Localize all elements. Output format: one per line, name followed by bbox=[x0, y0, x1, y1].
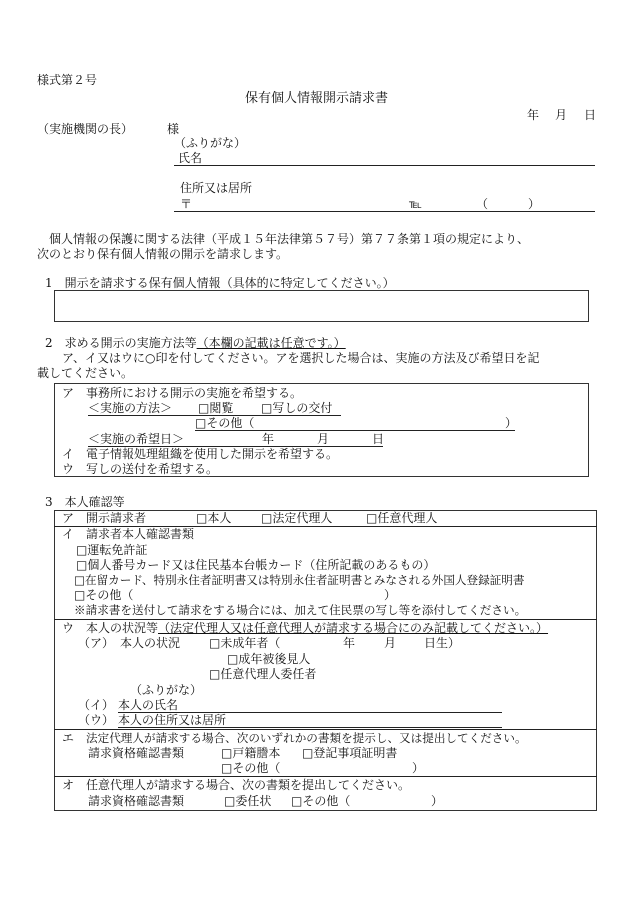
person-name-label[interactable]: 本人の氏名 bbox=[118, 698, 179, 712]
status-adult-ward-checkbox[interactable]: □成年被後見人 bbox=[227, 652, 311, 666]
requester-furigana-label: （ふりがな） bbox=[174, 136, 247, 150]
form-number: 様式第２号 bbox=[37, 73, 98, 87]
identity-row-divider-2 bbox=[54, 619, 597, 620]
pref-date-year: 年 bbox=[262, 432, 275, 446]
status-minor-checkbox[interactable]: □未成年者（ bbox=[209, 636, 281, 650]
id-docs-text: 請求者本人確認書類 bbox=[86, 527, 195, 541]
section3-heading: 3 本人確認等 bbox=[45, 495, 125, 509]
method-copy-checkbox[interactable]: □写しの交付 bbox=[261, 401, 333, 415]
legal-doc-registry-checkbox[interactable]: □登記事項証明書 bbox=[302, 746, 398, 760]
tel-paren-close: ） bbox=[528, 197, 541, 211]
method-label: ＜実施の方法＞ bbox=[88, 401, 173, 415]
person-status-label: ウ bbox=[62, 621, 75, 635]
method-other-line bbox=[195, 430, 515, 431]
person-address-label[interactable]: 本人の住所又は居所 bbox=[118, 713, 227, 727]
legal-agent-docs-label: 請求資格確認書類 bbox=[88, 746, 185, 760]
option-u-label[interactable]: ウ bbox=[62, 462, 75, 476]
person-address-index: （ウ） bbox=[78, 713, 115, 727]
method-view-checkbox[interactable]: □閲覧 bbox=[198, 401, 234, 415]
person-status-heading-note: （法定代理人又は任意代理人が請求する場合にのみ記載してください。） bbox=[158, 621, 549, 635]
status-year: 年 bbox=[343, 636, 356, 650]
status-delegator-checkbox[interactable]: □任意代理人委任者 bbox=[209, 667, 317, 681]
option-i-text: 電子情報処理組織を使用した開示を希望する。 bbox=[86, 447, 339, 461]
requester-address-label[interactable]: 住所又は居所 bbox=[180, 181, 253, 195]
section1-heading: 1 開示を請求する保有個人情報（具体的に特定してください。） bbox=[45, 276, 395, 290]
date-month: 月 bbox=[555, 108, 568, 122]
date-day: 日 bbox=[584, 108, 597, 122]
person-status-heading bbox=[86, 621, 548, 635]
intro-line-2: 次のとおり保有個人情報の開示を請求します。 bbox=[37, 247, 289, 261]
section2-heading-main: 2 求める開示の実施方法等 bbox=[45, 336, 197, 350]
voluntary-agent-docs-label: 請求資格確認書類 bbox=[88, 794, 185, 808]
section2-heading-note: （本欄の記載は任意です。） bbox=[196, 336, 346, 350]
pref-date-month: 月 bbox=[317, 432, 330, 446]
method-other-close: ） bbox=[505, 416, 518, 430]
requester-name-line bbox=[174, 165, 595, 166]
id-docs-label: イ bbox=[62, 527, 75, 541]
person-furigana-label: （ふりがな） bbox=[130, 683, 203, 697]
option-a-label[interactable]: ア bbox=[62, 386, 75, 400]
requester-address-line bbox=[174, 211, 595, 212]
section2-heading bbox=[45, 336, 346, 350]
option-a-text: 事務所における開示の実施を希望する。 bbox=[86, 386, 303, 400]
agency-addressee: （実施機関の長） bbox=[37, 122, 134, 136]
legal-agent-text: 法定代理人が請求する場合、次のいずれかの書類を提示し、又は提出してください。 bbox=[86, 731, 527, 745]
legal-doc-other-checkbox[interactable]: □その他（ bbox=[221, 761, 281, 775]
legal-doc-koseki-checkbox[interactable]: □戸籍謄本 bbox=[221, 746, 281, 760]
requester-type-label: ア bbox=[62, 511, 75, 525]
legal-agent-label: エ bbox=[62, 731, 75, 745]
intro-line-1: 個人情報の保護に関する法律（平成１５年法律第５７号）第７７条第１項の規定により、 bbox=[49, 232, 530, 246]
id-doc-other-checkbox[interactable]: □その他（ bbox=[74, 588, 134, 602]
id-doc-note: ※請求書を送付して請求をする場合には、加えて住民票の写し等を添付してください。 bbox=[74, 603, 527, 617]
date-year: 年 bbox=[527, 108, 540, 122]
voluntary-agent-text: 任意代理人が請求する場合、次の書類を提出してください。 bbox=[86, 778, 411, 792]
postal-mark: 〒 bbox=[180, 197, 193, 211]
option-i-label[interactable]: イ bbox=[62, 447, 75, 461]
requester-legal-checkbox[interactable]: □法定代理人 bbox=[261, 511, 333, 525]
voluntary-agent-label: オ bbox=[62, 778, 75, 792]
id-doc-license-checkbox[interactable]: □運転免許証 bbox=[76, 543, 148, 557]
requester-name-label[interactable]: 氏名 bbox=[178, 151, 203, 165]
tel-icon: ℡ bbox=[409, 197, 422, 211]
method-other-checkbox[interactable]: □その他（ bbox=[195, 416, 255, 430]
id-doc-residence-card-checkbox[interactable]: □在留カード、特別永住者証明書又は特別永住者証明書とみなされる外国人登録証明書 bbox=[74, 573, 525, 587]
requested-info-box[interactable] bbox=[54, 290, 589, 322]
pref-date-day: 日 bbox=[372, 432, 385, 446]
requester-type-text: 開示請求者 bbox=[86, 511, 147, 525]
section2-instruction-line-2: 載してください。 bbox=[37, 366, 134, 380]
identity-row-divider-3 bbox=[54, 729, 597, 730]
status-birthday: 日生） bbox=[424, 636, 461, 650]
section2-instruction-line-1: ア、イ又はウに○印を付してください。アを選択した場合は、実施の方法及び希望日を記 bbox=[62, 351, 540, 365]
page-title: 保有個人情報開示請求書 bbox=[245, 91, 389, 106]
voluntary-doc-other-close: ） bbox=[431, 794, 444, 808]
person-status-heading-main: 本人の状況等 bbox=[86, 621, 159, 635]
date-label: ＜実施の希望日＞ bbox=[88, 432, 185, 446]
requester-voluntary-checkbox[interactable]: □任意代理人 bbox=[366, 511, 438, 525]
voluntary-doc-other-checkbox[interactable]: □その他（ bbox=[291, 794, 351, 808]
person-address-line bbox=[118, 727, 502, 728]
person-status-sublabel: （ア） 本人の状況 bbox=[78, 636, 181, 650]
status-month: 月 bbox=[384, 636, 397, 650]
requester-self-checkbox[interactable]: □本人 bbox=[196, 511, 232, 525]
id-doc-mynumber-checkbox[interactable]: □個人番号カード又は住民基本台帳カード（住所記載のあるもの） bbox=[76, 558, 436, 572]
addressee-honorific: 様 bbox=[167, 122, 180, 136]
voluntary-doc-proxy-checkbox[interactable]: □委任状 bbox=[224, 794, 272, 808]
option-u-text: 写しの送付を希望する。 bbox=[86, 462, 219, 476]
person-name-index: （イ） bbox=[78, 698, 115, 712]
tel-paren-open: （ bbox=[476, 197, 489, 211]
identity-row-divider-4 bbox=[54, 776, 597, 777]
id-doc-other-close: ） bbox=[384, 588, 397, 602]
legal-doc-other-close: ） bbox=[412, 761, 425, 775]
